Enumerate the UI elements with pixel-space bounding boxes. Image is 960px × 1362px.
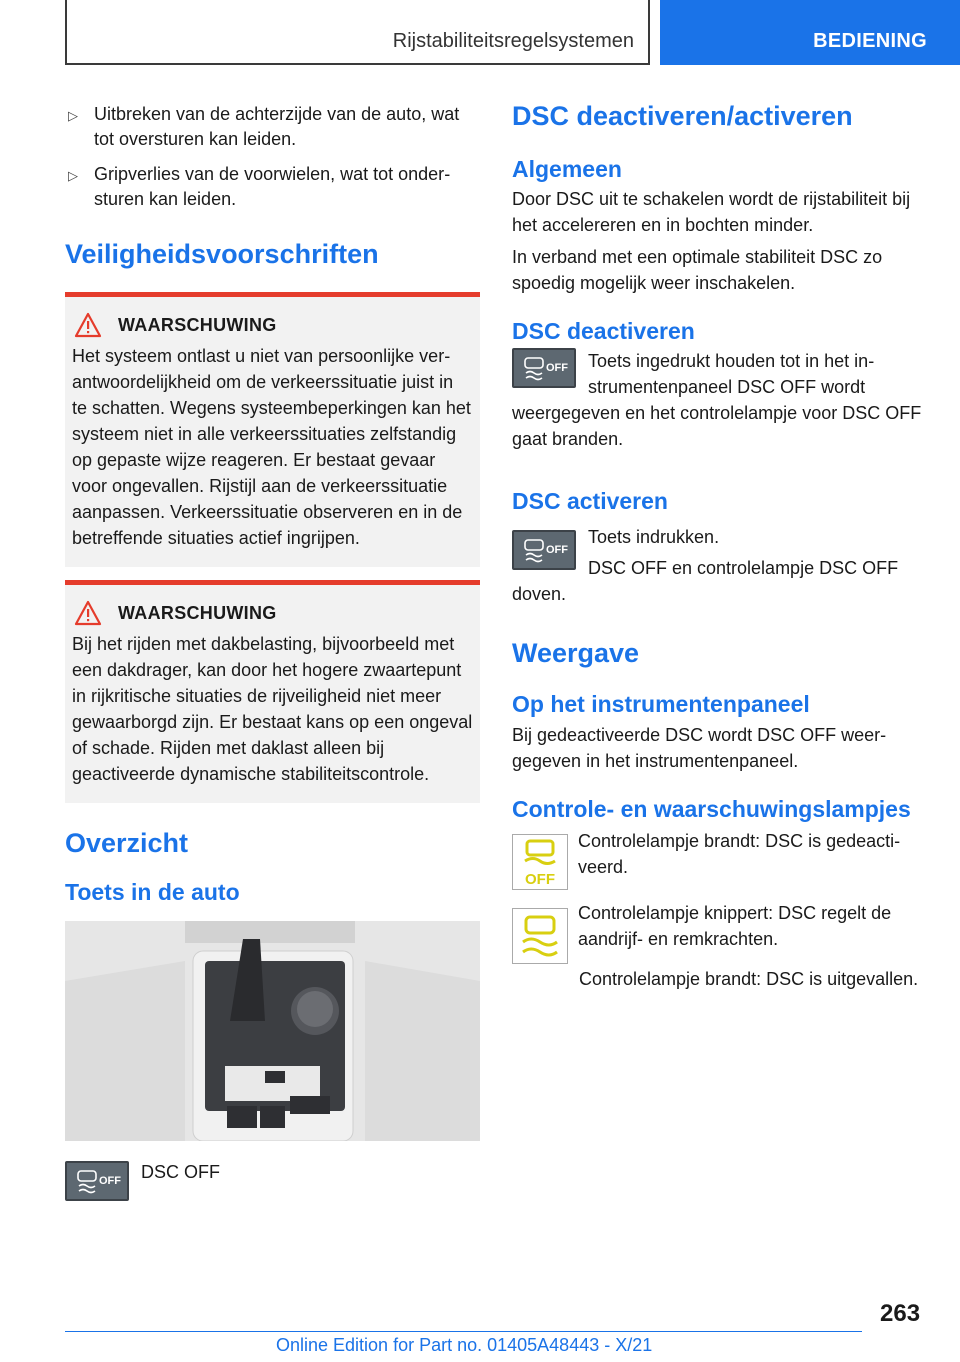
center-console-image	[65, 921, 480, 1141]
header-section-title: BEDIENING	[813, 30, 927, 52]
warning-box-2	[65, 580, 480, 803]
general-paragraph-2: In verband met een optimale stabiliteit DSC zo spoedig mogelijk weer inschakelen.	[512, 247, 883, 293]
dsc-off-button-icon: OFF	[512, 530, 576, 570]
warning-triangle-icon	[74, 599, 102, 627]
lamp-row-2	[512, 903, 932, 964]
warning-title: WAARSCHUWING	[118, 602, 277, 623]
dsc-active-lamp-icon	[512, 908, 568, 964]
center-console-photo	[65, 921, 480, 1141]
header-chapter-box	[65, 0, 650, 65]
dsc-off-caption	[65, 1161, 480, 1201]
header-section-tab	[660, 0, 960, 65]
footer-edition: Online Edition for Part no. 01405A48443 - X/21	[276, 1335, 653, 1355]
general-heading: Algemeen	[512, 156, 622, 182]
dsc-off-label: DSC OFF	[141, 1162, 220, 1182]
triangle-bullet-icon: ▷	[68, 108, 78, 123]
lamps-heading: Controle- en waarschuwingslampjes	[512, 796, 911, 822]
deactivate-text: Toets ingedrukt houden tot in het instrumentenpaneel DSC OFF wordt weergegeven en het controlelampje voor DSC OFF gaat branden.	[512, 351, 922, 449]
general-paragraph-1: Door DSC uit te schakelen wordt de rijstabiliteit bij het accelereren en in bochten minder.	[512, 189, 911, 235]
car-skid-icon	[522, 355, 546, 383]
right-column	[512, 100, 932, 992]
dsc-off-button-icon: OFF	[65, 1161, 129, 1201]
lamp-2-text-1: Controlelampje knippert: DSC regelt de aandrijf- en remkrachten.	[578, 903, 892, 949]
triangle-bullet-icon: ▷	[68, 168, 78, 183]
activate-block	[512, 524, 932, 607]
list-item: ▷ Uitbreken van de achterzijde van de auto, wat tot oversturen kan leiden.	[68, 104, 460, 149]
dsc-title: DSC deactiveren/activeren	[512, 101, 853, 131]
instrument-panel-text: Bij gedeactiveerde DSC wordt DSC OFF weergegeven in het instrumentenpaneel.	[512, 725, 887, 771]
activate-text-1: Toets indrukken.	[588, 527, 720, 547]
page-number: 263	[880, 1300, 921, 1327]
deactivate-heading: DSC deactiveren	[512, 318, 695, 344]
warning-triangle-icon	[74, 311, 102, 339]
car-skid-icon	[522, 537, 546, 565]
lamp-1-text: Controlelampje brandt: DSC is gedeactiveerd.	[578, 831, 901, 877]
overview-heading: Overzicht	[65, 828, 189, 858]
bullet-list	[65, 102, 480, 212]
deactivate-block	[512, 348, 932, 452]
svg-text:OFF: OFF	[525, 871, 555, 888]
display-heading: Weergave	[512, 638, 640, 668]
car-skid-icon	[75, 1168, 99, 1196]
lamp-row-1	[512, 831, 932, 890]
header-chapter-title: Rijstabiliteitsregelsystemen	[392, 30, 634, 52]
button-in-car-heading: Toets in de auto	[65, 879, 240, 905]
activate-heading: DSC activeren	[512, 488, 668, 514]
instrument-panel-heading: Op het instrumentenpaneel	[512, 691, 810, 717]
dsc-off-lamp-icon	[512, 834, 568, 890]
left-column	[65, 102, 480, 1201]
warning-text: Bij het rijden met dakbelasting, bijvoorbeeld met een dakdrager, kan door het hogere zwaartepunt in rijkritische situaties de rijveiligheid niet meer gewaarborgd zijn. Er bestaat kans op een ongeval of schade. Rijden met daklast alleen bij geactiveerde dynamische stabiliteitscontrole.	[72, 634, 473, 784]
safety-heading: Veiligheidsvoorschriften	[65, 239, 379, 269]
warning-box-1	[65, 292, 480, 567]
lamp-2-text-2: Controlelampje brandt: DSC is uitgevallen.	[579, 969, 919, 989]
warning-text: Het systeem ontlast u niet van persoonlijke verantwoordelijkheid om de verkeerssituatie juist in te schatten. Wegens systeembeperkingen kan het systeem niet in alle verkeerssituaties zelfstandig op gepaste wijze reageren. Er bestaat gevaar voor ongevallen. Rijstijl aan de verkeerssituatie aanpassen. Verkeerssituatie observeren en in de betreffende situaties actief ingrijpen.	[72, 346, 471, 548]
warning-title: WAARSCHUWING	[118, 314, 277, 335]
footer-divider	[65, 1331, 862, 1332]
dsc-off-button-icon: OFF	[512, 348, 576, 388]
list-item: ▷ Gripverlies van de voorwielen, wat tot ondersturen kan leiden.	[68, 164, 451, 209]
activate-text-2: DSC OFF en controlelampje DSC OFF doven.	[512, 558, 899, 604]
